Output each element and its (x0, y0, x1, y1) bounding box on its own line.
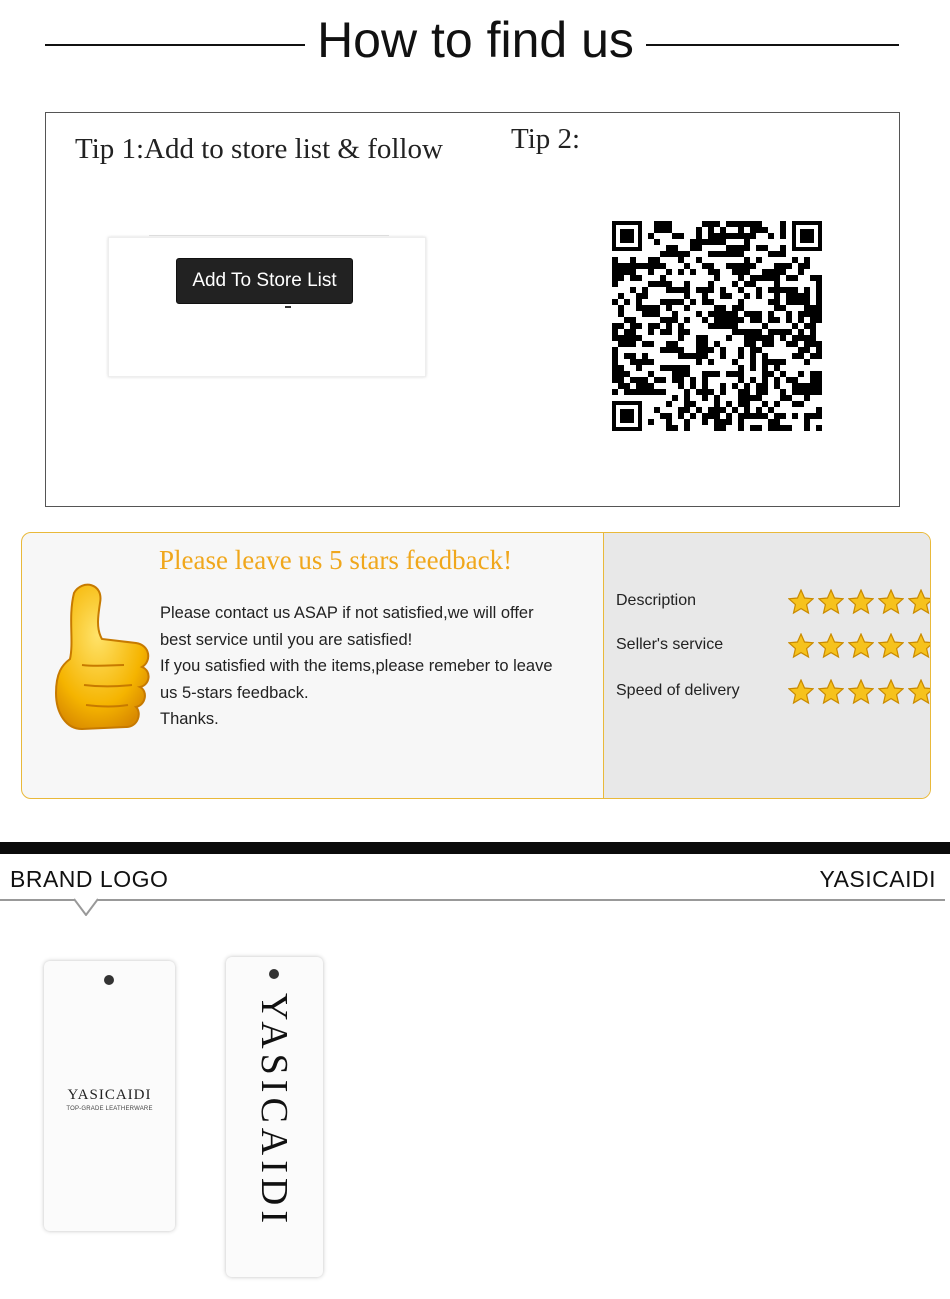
header-divider-left (45, 44, 305, 46)
star-icon (848, 679, 874, 705)
rating-label: Description (616, 592, 697, 609)
page-title: How to find us (317, 12, 634, 68)
tag-hole (269, 969, 279, 979)
tag-hole (104, 975, 114, 985)
star-icon (818, 633, 844, 659)
feedback-line: If you satisfied with the items,please remeber to leave (160, 657, 553, 675)
ratings-panel (603, 533, 931, 799)
card-divider (149, 235, 389, 236)
star-icon (788, 679, 814, 705)
tag-brand-name: YASICAIDI (67, 1087, 152, 1103)
brand-underline (0, 899, 945, 901)
star-rating (788, 679, 931, 705)
feedback-line: Thanks. (160, 710, 219, 728)
feedback-line: Please contact us ASAP if not satisfied,we will offer (160, 604, 534, 622)
star-icon (878, 679, 904, 705)
star-icon (848, 633, 874, 659)
star-rating (788, 633, 931, 659)
qr-finder-top-right (792, 221, 822, 251)
cursor-icon (285, 304, 291, 308)
feedback-line: best service until you are satisfied! (160, 630, 413, 649)
tip2-title: Tip 2: (511, 123, 581, 155)
qr-finder-bottom-left (612, 401, 642, 431)
rating-label: Seller's service (616, 636, 724, 653)
brand-name: YASICAIDI (819, 866, 936, 892)
feedback-message (160, 600, 600, 733)
star-rating (788, 589, 931, 615)
star-icon (878, 633, 904, 659)
star-icon (818, 589, 844, 615)
star-icon (788, 589, 814, 615)
star-icon (878, 589, 904, 615)
star-icon (908, 679, 931, 705)
feedback-title: Please leave us 5 stars feedback! (159, 545, 513, 575)
tag-subtitle: TOP-GRADE LEATHERWARE (66, 1106, 153, 1112)
hang-tag-front (44, 961, 175, 1231)
tip1-title: Tip 1:Add to store list & follow (75, 133, 443, 165)
star-icon (848, 589, 874, 615)
rating-label: Speed of delivery (616, 682, 740, 699)
add-to-store-list-button[interactable]: Add To Store List (176, 258, 353, 304)
qr-finder-top-left (612, 221, 642, 251)
feedback-panel (21, 532, 931, 799)
section-divider-bar (0, 842, 950, 854)
store-list-card (108, 237, 426, 377)
qr-code-icon (612, 221, 822, 431)
how-to-find-box (45, 112, 900, 507)
star-icon (818, 679, 844, 705)
rating-row-speed-of-delivery (616, 679, 926, 705)
hang-tag-vertical (226, 957, 323, 1277)
feedback-line: us 5-stars feedback. (160, 683, 309, 702)
star-icon (908, 633, 931, 659)
brand-logo-heading: BRAND LOGO (10, 866, 169, 892)
rating-row-seller-service (616, 633, 926, 659)
star-icon (788, 633, 814, 659)
thumbs-up-icon (52, 581, 162, 731)
caret-down-icon (74, 898, 98, 916)
tag-brand-name-vertical: YASICAIDI (253, 993, 295, 1228)
star-icon (908, 589, 931, 615)
header-divider-right (646, 44, 899, 46)
rating-row-description (616, 589, 926, 615)
